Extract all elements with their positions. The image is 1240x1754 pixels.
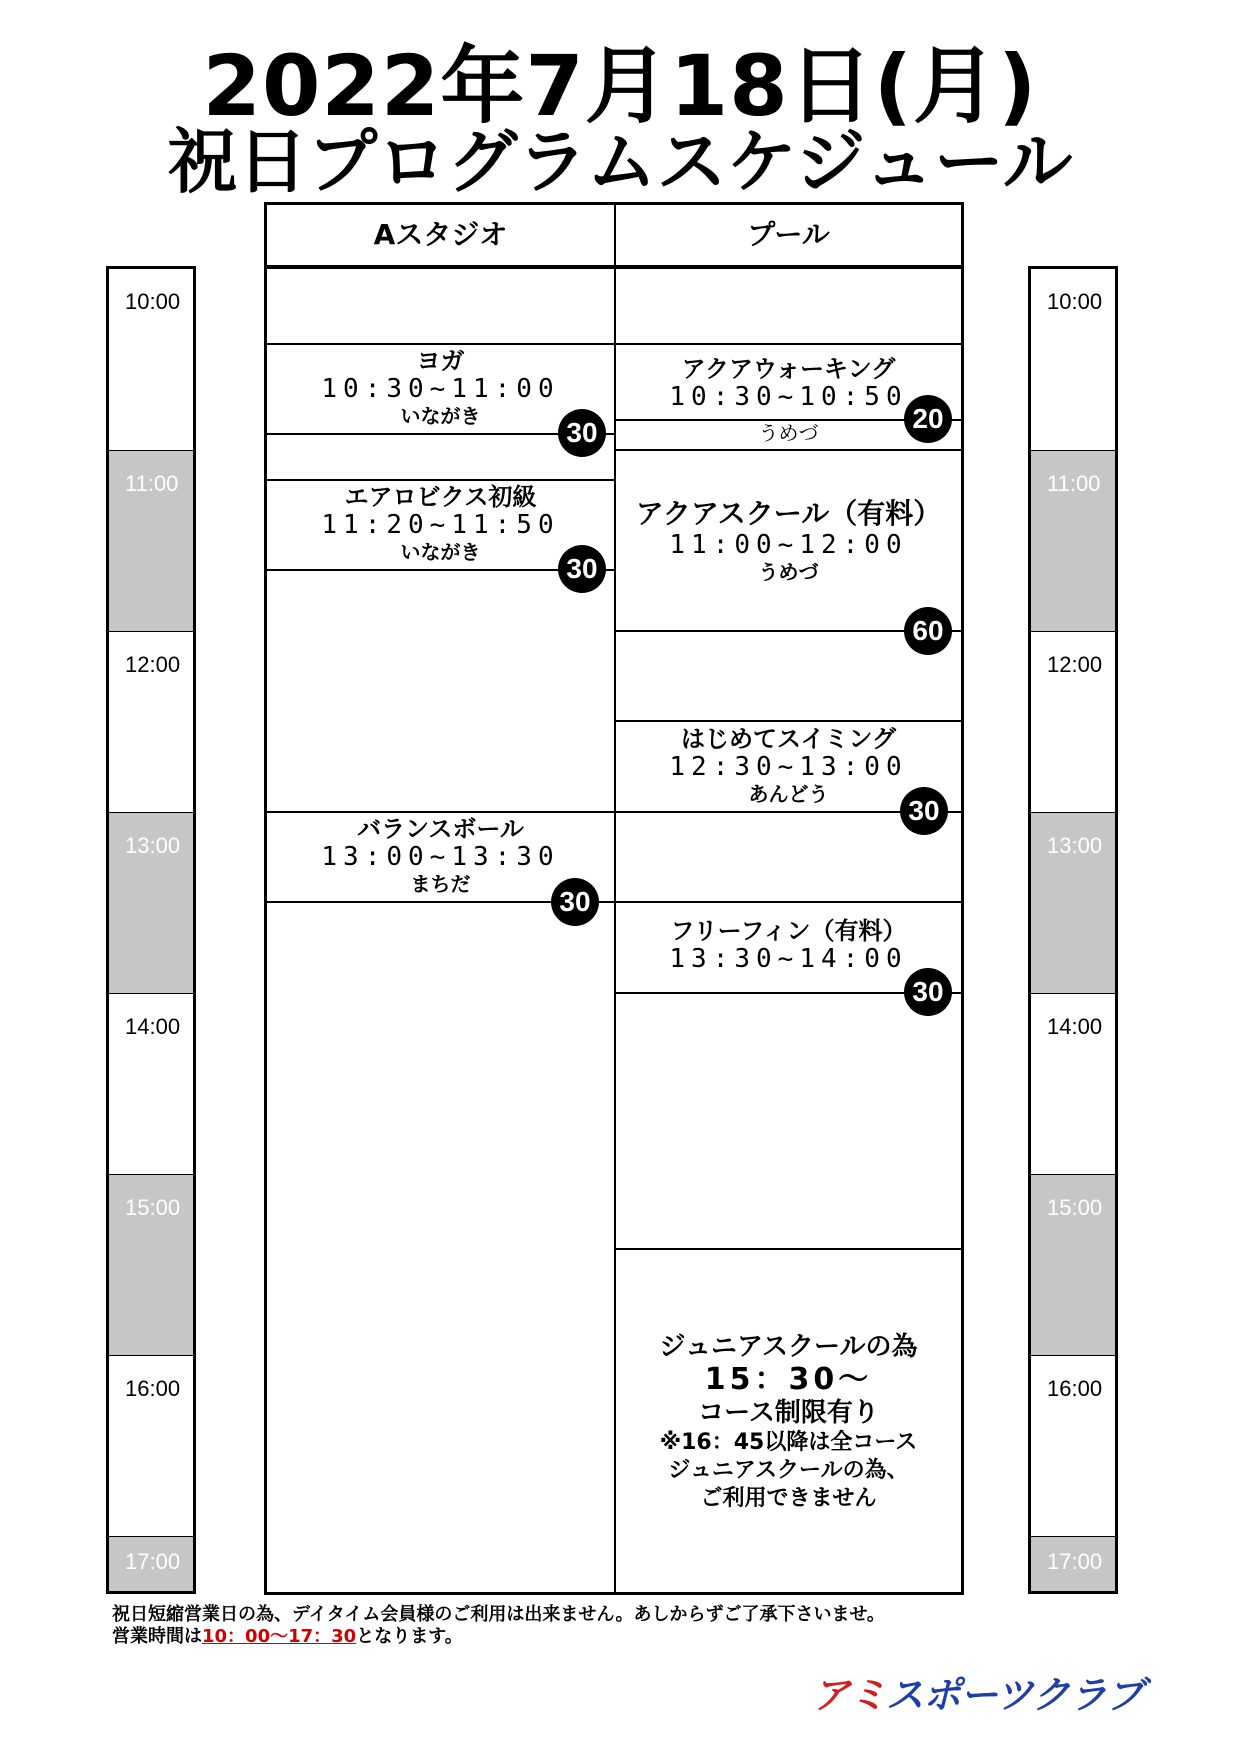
time-label: 14:00 <box>109 993 193 1174</box>
studio-program <box>267 347 614 429</box>
program-name: アクアスクール（有料） <box>635 497 942 530</box>
row-line <box>267 479 614 481</box>
time-label: 15:00 <box>1031 1174 1115 1355</box>
logo-red-text: アミ <box>812 1673 887 1717</box>
time-label: 13:00 <box>1031 812 1115 993</box>
duration-badge: 30 <box>904 968 952 1016</box>
time-label: 10:00 <box>125 289 181 314</box>
footer-notice <box>112 1604 885 1648</box>
duration-badge: 20 <box>904 395 952 443</box>
time-label: 12:00 <box>109 631 193 812</box>
program-name: バランスボール <box>357 815 524 843</box>
studio-column <box>267 205 616 1592</box>
program-instructor: いながき <box>400 404 481 428</box>
program-name: フリーフィン（有料） <box>670 917 907 945</box>
time-label: 17:00 <box>1031 1536 1115 1591</box>
time-label: 14:00 <box>1031 993 1115 1174</box>
time-column-left <box>106 266 196 1594</box>
program-name: ヨガ <box>416 347 465 375</box>
studio-program <box>267 483 614 565</box>
footer-hours-suffix: となります。 <box>356 1626 463 1647</box>
duration-badge: 60 <box>904 607 952 655</box>
program-time: 11:20~11:50 <box>321 510 560 540</box>
time-label: 13:00 <box>109 812 193 993</box>
time-label: 17:00 <box>109 1536 193 1591</box>
program-time: 13:30~14:00 <box>669 944 908 974</box>
program-name: はじめてスイミング <box>680 725 897 753</box>
club-logo <box>812 1664 1143 1719</box>
program-time: 13:00~13:30 <box>321 842 560 872</box>
time-label: 11:00 <box>1031 450 1115 631</box>
row-line <box>267 811 614 813</box>
pool-header: プール <box>747 218 830 251</box>
duration-badge: 30 <box>900 787 948 835</box>
footer-line1: 祝日短縮営業日の為、デイタイム会員様のご利用は出来ません。あしからずご了承下さいませ。 <box>112 1604 885 1625</box>
note-line: ご利用できません <box>700 1486 877 1511</box>
time-label: 16:00 <box>109 1355 193 1536</box>
program-name: エアロビクス初級 <box>344 483 537 511</box>
time-label: 12:00 <box>1031 631 1115 812</box>
note-line: ※16：45以降は全コース <box>659 1430 918 1455</box>
note-line: コース制限有り <box>698 1398 879 1428</box>
pool-program <box>616 917 961 973</box>
note-line: ジュニアスクールの為、 <box>668 1458 909 1483</box>
schedule-grid <box>264 202 964 1595</box>
time-label: 11:00 <box>109 450 193 631</box>
program-instructor: あんどう <box>748 782 829 806</box>
time-label: 16:00 <box>1031 1355 1115 1536</box>
row-line <box>616 449 961 451</box>
pool-program <box>616 497 961 585</box>
duration-badge: 30 <box>558 409 606 457</box>
duration-badge: 30 <box>551 878 599 926</box>
page-subtitle: 祝日プログラムスケジュール <box>167 121 1073 203</box>
program-time: 11:00~12:00 <box>669 530 908 560</box>
row-line <box>267 343 614 345</box>
row-line <box>616 343 961 345</box>
program-time: 10:30~10:50 <box>669 382 908 412</box>
row-line <box>616 901 961 903</box>
row-line <box>616 1248 961 1250</box>
note-line: 15：30～ <box>704 1362 873 1397</box>
program-time: 12:30~13:00 <box>669 752 908 782</box>
business-hours: 10：00～17：30 <box>202 1626 357 1647</box>
time-column-right <box>1028 266 1118 1594</box>
program-instructor: いながき <box>400 540 481 564</box>
program-name: アクアウォーキング <box>681 355 896 383</box>
logo-blue-text: スポーツクラブ <box>886 1673 1144 1717</box>
junior-school-note <box>616 1331 961 1513</box>
note-line: ジュニアスクールの為 <box>659 1332 918 1362</box>
program-time: 10:30~11:00 <box>321 374 560 404</box>
page-title: 2022年7月18日(月) <box>202 37 1038 135</box>
footer-hours-prefix: 営業時間は <box>112 1626 202 1647</box>
program-instructor: うめづ <box>758 421 819 445</box>
studio-header: Aスタジオ <box>373 218 508 251</box>
footer-line2 <box>112 1626 885 1648</box>
time-label: 10:00 <box>1047 289 1103 314</box>
row-line <box>616 720 961 722</box>
pool-column <box>616 205 961 1592</box>
duration-badge: 30 <box>558 545 606 593</box>
program-instructor: まちだ <box>410 872 471 896</box>
program-instructor: うめづ <box>758 560 819 584</box>
time-label: 15:00 <box>109 1174 193 1355</box>
